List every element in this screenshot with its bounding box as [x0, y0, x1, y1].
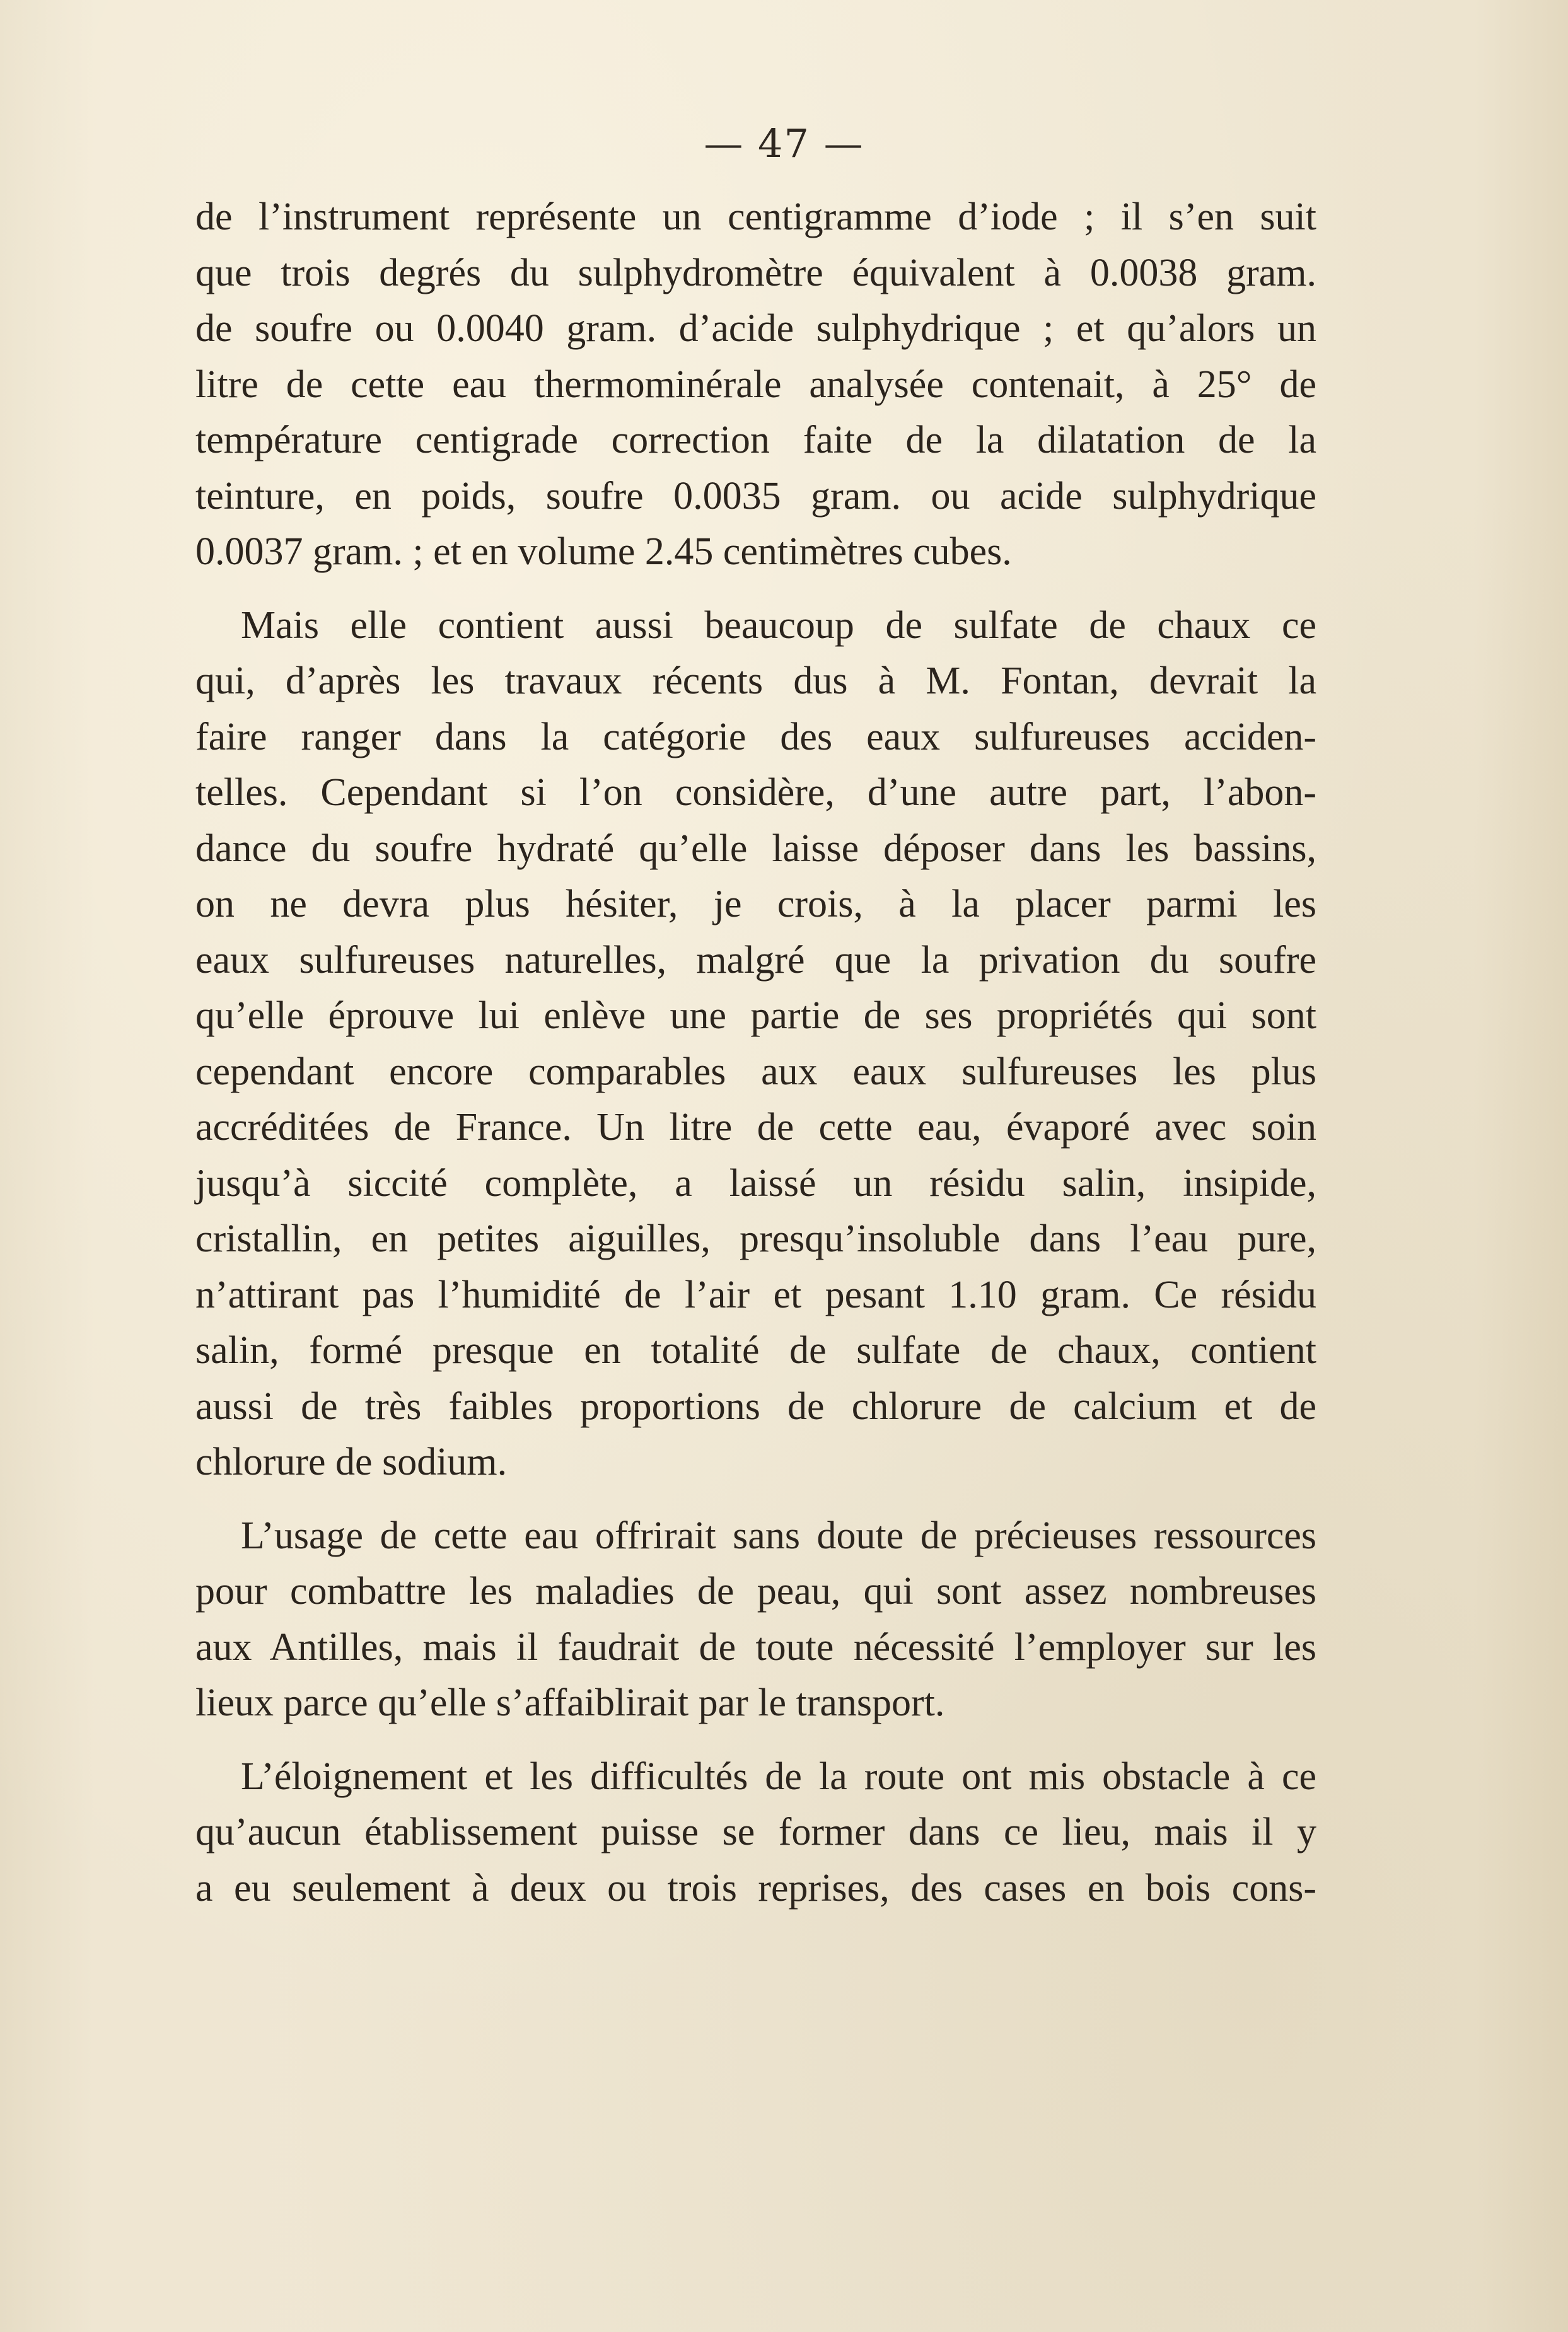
- text-line: qu’aucun établissement puisse se former dans ce lieu, mais il y: [195, 1811, 1316, 1853]
- text-line: Mais elle contient aussi beaucoup de sulfate de chaux ce: [241, 603, 1316, 647]
- text-line: aussi de très faibles proportions de chlorure de calcium et de: [195, 1384, 1316, 1428]
- text-line: qui, d’après les travaux récents dus à M. Fontan, devrait la: [195, 659, 1316, 702]
- text-line: de l’instrument représente un centigramme d’iode ; il s’en suit: [195, 195, 1316, 238]
- paragraph-remoteness: [195, 1749, 1316, 1917]
- text-line: cristallin, en petites aiguilles, presqu’insoluble dans l’eau pure,: [195, 1217, 1316, 1260]
- text-line: de soufre ou 0.0040 gram. d’acide sulphydrique ; et qu’alors un: [195, 307, 1316, 350]
- text-line: accréditées de France. Un litre de cette eau, évaporé avec soin: [195, 1106, 1316, 1149]
- text-line: L’éloignement et les difficultés de la route ont mis obstacle à ce: [241, 1755, 1316, 1798]
- text-line: cependant encore comparables aux eaux sulfureuses les plus: [195, 1050, 1316, 1093]
- body-text: [195, 189, 1316, 1934]
- text-line: température centigrade correction faite de la dilatation de la: [195, 419, 1316, 461]
- text-line: L’usage de cette eau offrirait sans doute de précieuses ressources: [241, 1514, 1316, 1557]
- page-number: — 47 —: [704, 120, 864, 166]
- text-line: que trois degrés du sulphydromètre équivalent à 0.0038 gram.: [195, 251, 1316, 294]
- text-line: 0.0037 gram. ; et en volume 2.45 centimètres cubes.: [195, 530, 1012, 573]
- text-line: teinture, en poids, soufre 0.0035 gram. ou acide sulphydrique: [195, 474, 1316, 518]
- text-line: faire ranger dans la catégorie des eaux sulfureuses acciden-: [195, 715, 1316, 758]
- text-line: litre de cette eau thermominérale analysée contenait, à 25° de: [195, 363, 1316, 406]
- text-line: jusqu’à siccité complète, a laissé un résidu salin, insipide,: [195, 1161, 1316, 1205]
- text-line: a eu seulement à deux ou trois reprises, des cases en bois cons-: [195, 1866, 1316, 1910]
- text-line: salin, formé presque en totalité de sulfate de chaux, contient: [195, 1329, 1316, 1372]
- text-line: on ne devra plus hésiter, je crois, à la placer parmi les: [195, 883, 1316, 925]
- text-line: aux Antilles, mais il faudrait de toute nécessité l’employer sur les: [195, 1625, 1316, 1669]
- paragraph-sulfate: [195, 598, 1316, 1490]
- text-line: chlorure de sodium.: [195, 1441, 508, 1483]
- text-line: pour combattre les maladies de peau, qui sont assez nombreuses: [195, 1570, 1316, 1613]
- text-line: lieux parce qu’elle s’affaiblirait par le transport.: [195, 1681, 945, 1724]
- paragraph-analysis: [195, 189, 1316, 580]
- text-line: n’attirant pas l’humidité de l’air et pesant 1.10 gram. Ce résidu: [195, 1273, 1316, 1316]
- text-line: eaux sulfureuses naturelles, malgré que la privation du soufre: [195, 938, 1316, 982]
- paragraph-usage: [195, 1508, 1316, 1731]
- text-line: telles. Cependant si l’on considère, d’une autre part, l’abon-: [195, 771, 1316, 814]
- text-line: qu’elle éprouve lui enlève une partie de ses propriétés qui sont: [195, 994, 1316, 1037]
- text-line: dance du soufre hydraté qu’elle laisse déposer dans les bassins,: [195, 827, 1316, 870]
